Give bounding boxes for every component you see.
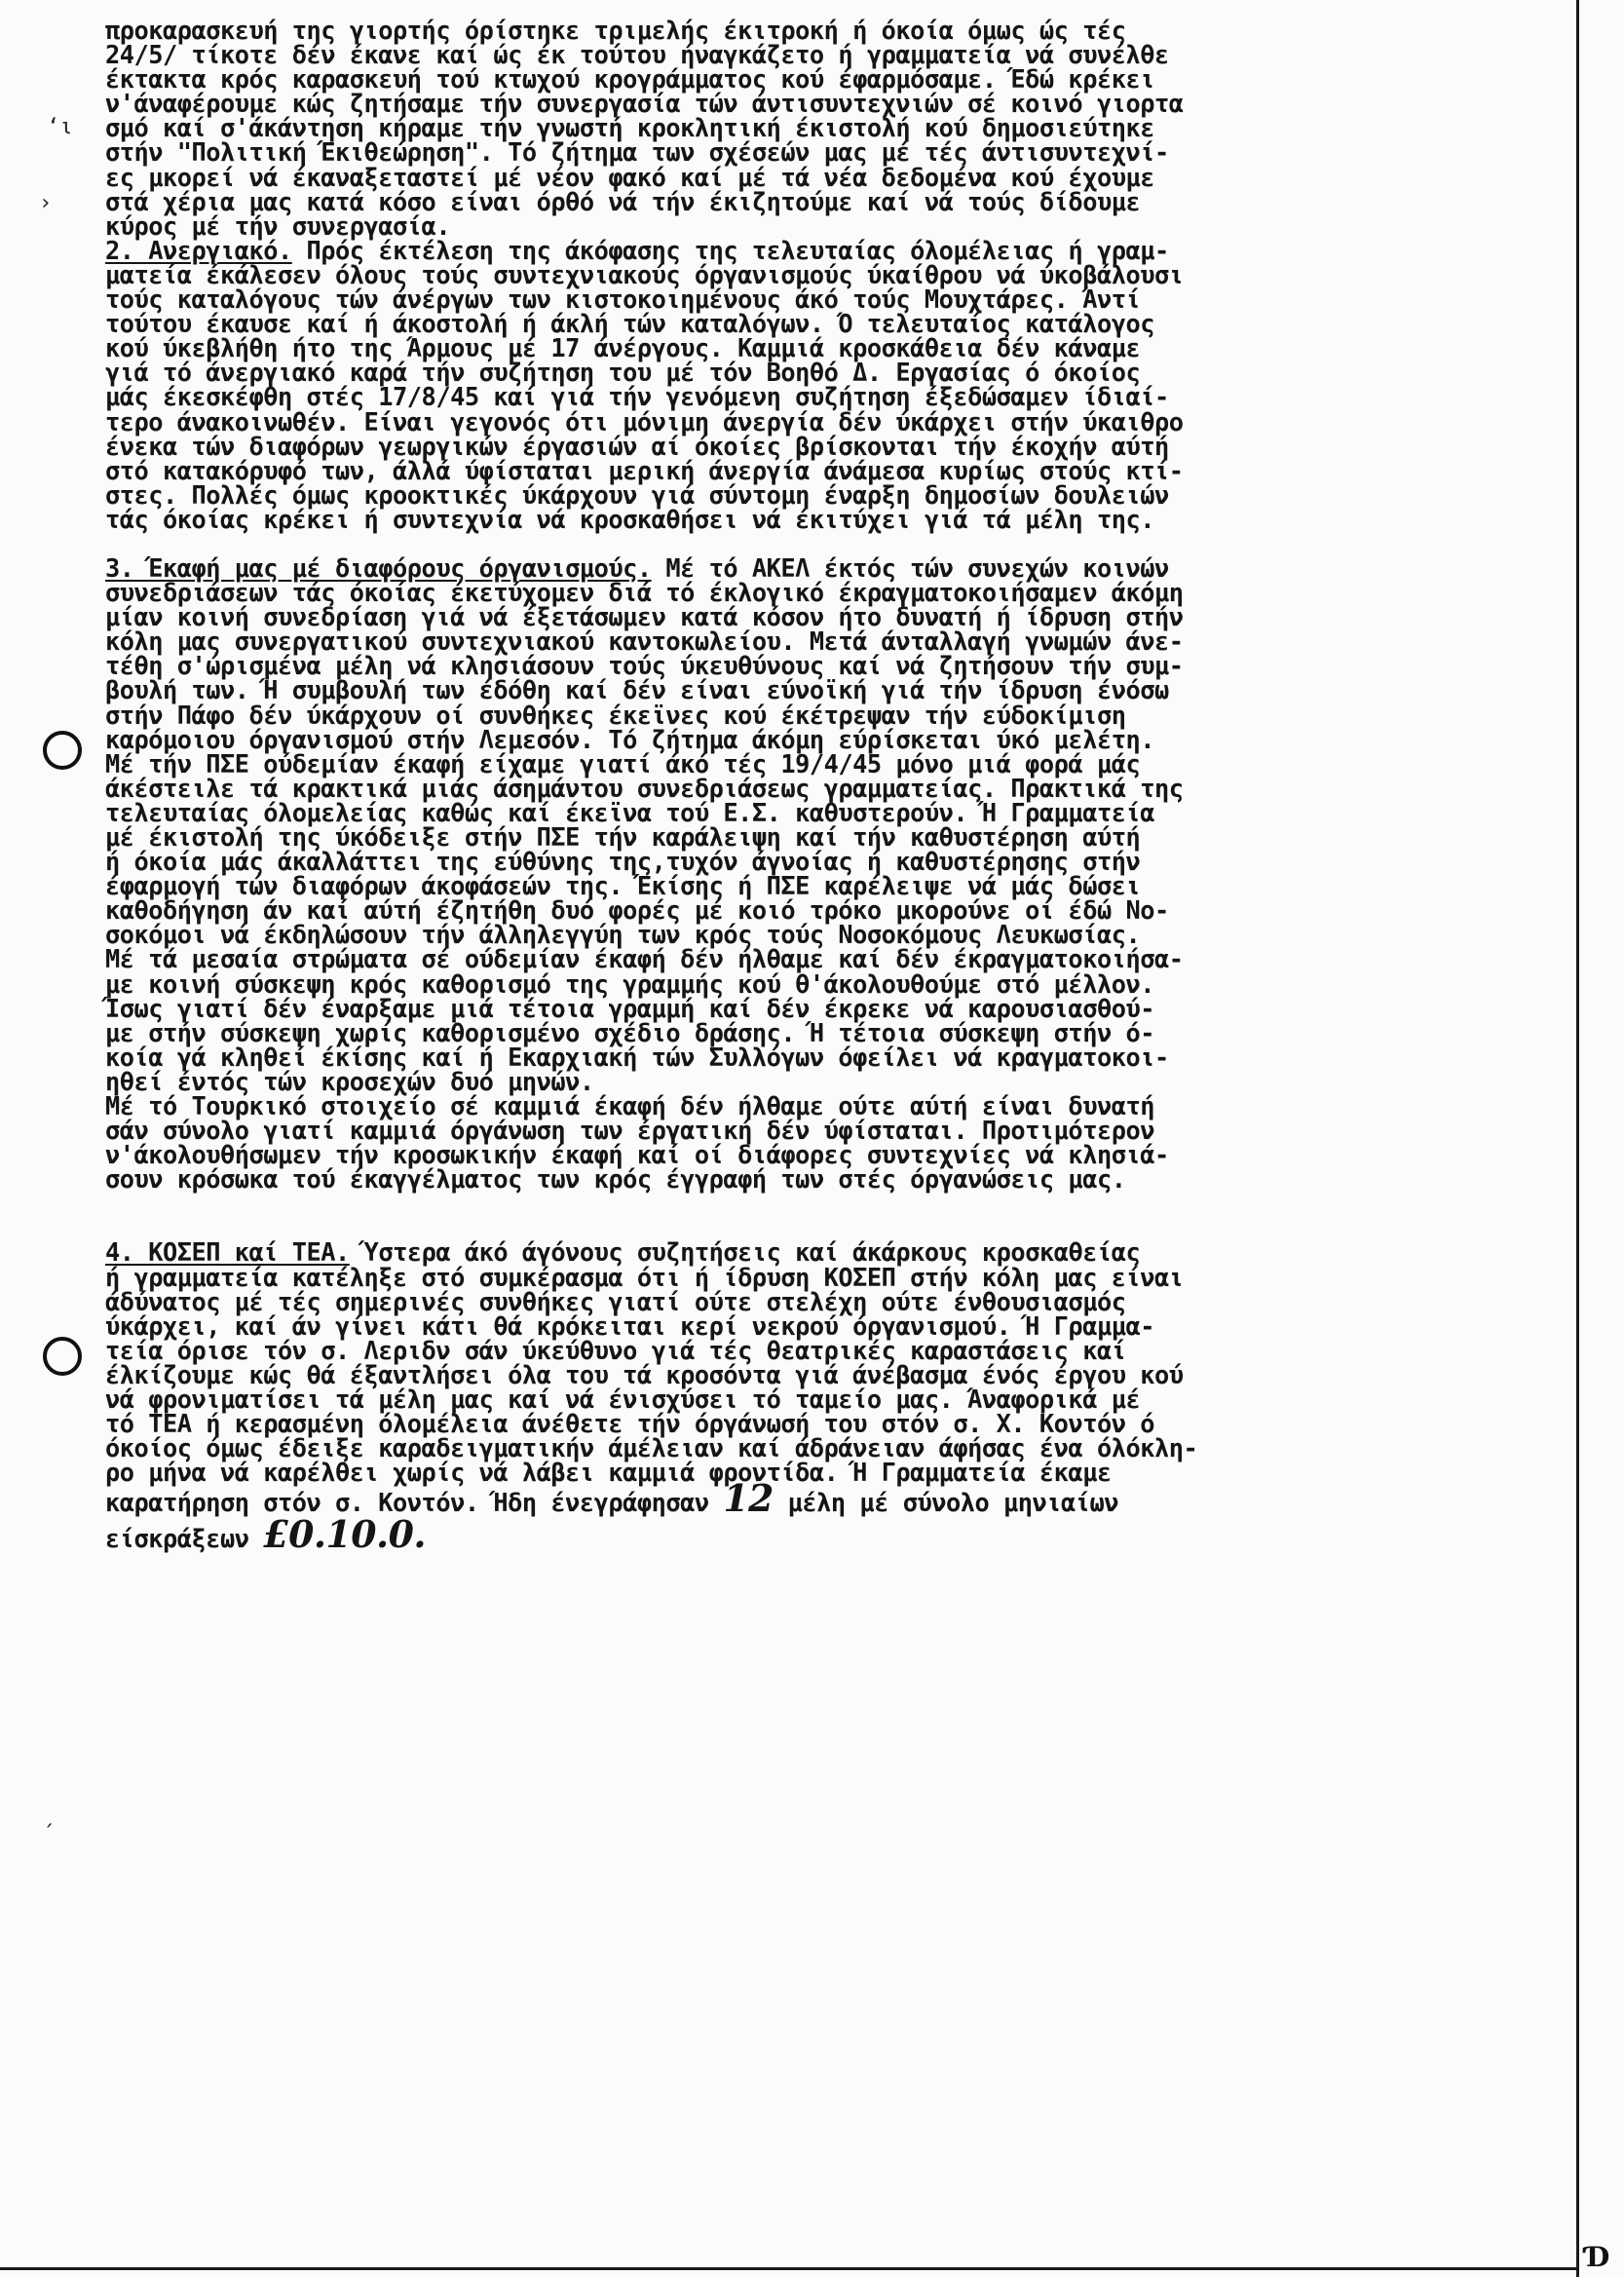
text-line: τελευταίας όλομελείας καθώς καί έκεϊνα τού Ε.Σ. καθυστερούν. Ή Γραμματεία [105, 798, 1154, 828]
text-line: μέ έκιστολή της ύκόδειξε στήν ΠΣΕ τήν καράλειψη καί τήν καθυστέρηση αύτή [105, 823, 1141, 853]
text-line: τερο άνακοινωθέν. Είναι γεγονός ότι μόνιμη άνεργία δέν ύκάρχει στήν ύκαιθρο [105, 407, 1184, 437]
text-line: έφαρμογή τών διαφόρων άκοφάσεών της. Έκίσης ή ΠΣΕ καρέλειψε νά μάς δώσει [105, 872, 1141, 902]
text-line: σοκόμοι νά έκδηλώσουν τήν άλληλεγγύη των κρός τούς Νοσοκόμους Λευκωσίας. [105, 921, 1141, 951]
text-line: σμό καί σ'άκάντηση κήραμε τήν γνωστή κροκλητική έκιστολή κού δημοσιεύτηκε [105, 114, 1154, 144]
text-line: καρατήρηση στόν σ. Κοντόν. Ήδη ένεγράφησαν 12 μέλη μέ σύνολο μηνιαίων [105, 1476, 1119, 1521]
text-line: Μέ τό Τουρκικό στοιχείο σέ καμμιά έκαφή δέν ήλθαμε ούτε αύτή είναι δυνατή [105, 1092, 1154, 1122]
section-unemployment [105, 236, 1567, 535]
section-first-line: 3. Έκαφή μας μέ διαφόρους όργανισμούς. Μέ τό ΑΚΕΛ έκτός τών συνεχών κοινών [105, 553, 1169, 584]
text-line: καρόμοιου όργανισμού στήν Λεμεσόν. Τό ζήτημα άκόμη εύρίσκεται ύκό μελέτη. [105, 725, 1154, 755]
text-line: στά χέρια μας κατά κόσο είναι όρθό νά τήν έκιζητούμε καί νά τούς δίδουμε [105, 187, 1141, 217]
text-line: ένεκα τών διαφόρων γεωργικών έργασιών αί όκοίες βρίσκονται τήν έκοχήν αύτή [105, 432, 1169, 462]
section-heading: 4. ΚΟΣΕΠ καί ΤΕΑ. [105, 1238, 350, 1269]
text-line: είσκράξεων £0.10.0. [105, 1512, 427, 1557]
text-line: έκτακτα κρός καρασκευή τού κτωχού κρογράμματος κού έφαρμόσαμε. Έδώ κρέκει [105, 65, 1154, 95]
text-line: κού ύκεβλήθη ήτο της Άρμους μέ 17 άνέργους. Καμμιά κροσκάθεια δέν κάναμε [105, 334, 1141, 364]
text-line: τάς όκοίας κρέκει ή συντεχνία νά κροσκαθήσει νά έκιτύχει γιά τά μέλη της. [105, 505, 1154, 535]
corner-mark: Ɗ [1586, 2241, 1610, 2273]
text-line: τεία όρισε τόν σ. Λεριδν σάν ύκεύθυνο γιά τές θεατρικές καραστάσεις καί [105, 1336, 1126, 1366]
text-line: ν'άναφέρουμε κώς ζητήσαμε τήν συνεργασία τών άντισυντεχνιών σέ κοινό γιορτα [105, 90, 1184, 120]
text-line: προκαρασκευή της γιορτής όρίστηκε τριμελής έκιτροκή ή όκοία όμως ώς τές [105, 17, 1126, 46]
text-line: τέθη σ'ώρισμένα μέλη νά κλησιάσουν τούς ύκευθύνους καί νά ζητήσουν τήν συμ- [105, 652, 1184, 682]
handwritten-amount: £0.10.0. [263, 1512, 427, 1557]
margin-tick-mark: ˏ [43, 1803, 57, 1827]
text-line: ή γραμματεία κατέληξε στό συμκέρασμα ότι ή ίδρυση ΚΟΣΕΠ στήν κόλη μας είναι [105, 1263, 1184, 1293]
text-line: κόλη μας συνεργατικού συντεχνιακού καντοκωλείου. Μετά άνταλλαγή γνωμών άνε- [105, 627, 1184, 658]
text-line: ρο μήνα νά καρέλθει χωρίς νά λάβει καμμιά φροντίδα. Ή Γραμματεία έκαμε [105, 1459, 1112, 1489]
section-heading: 3. Έκαφή μας μέ διαφόρους όργανισμούς. [105, 553, 652, 584]
text-line: σουν κρόσωκα τού έκαγγέλματος των κρός έγγραφή των στές όργανώσεις μας. [105, 1165, 1126, 1195]
paragraph-gap [105, 1193, 1567, 1217]
text-line: με κοινή σύσκεψη κρός καθορισμό της γραμμής κού θ'άκολουθούμε στό μέλλον. [105, 969, 1154, 1000]
margin-circle-mark [43, 1337, 82, 1376]
margin-tick-mark: ʻι [47, 115, 73, 139]
text-line: με στήν σύσκεψη χωρίς καθορισμένο σχέδιο δράσης. Ή τέτοια σύσκεψη στήν ό- [105, 1018, 1154, 1048]
text-line: κύρος μέ τήν συνεργασία. [105, 211, 451, 242]
text-line: ματεία έκάλεσεν όλους τούς συντεχνιακούς όργανισμούς ύκαίθρου νά ύκοβάλουσι [105, 260, 1184, 290]
text-line: Μέ τά μεσαία στρώματα σέ ούδεμίαν έκαφή δέν ήλθαμε καί δέν έκραγματοκοιήσα- [105, 945, 1184, 975]
text-line: ηθεί έντός τών κροσεχών δυό μηνών. [105, 1067, 594, 1097]
text-line: ν'άκολουθήσωμεν τήν κροσωκικήν έκαφή καί οί διάφορες συντεχνίες νά κλησιά- [105, 1141, 1169, 1171]
text-line: ή όκοία μάς άκαλλάττει της εύθύνης της,τυχόν άγνοίας ή καθυστέρησης στήν [105, 848, 1141, 878]
text-line: τούτου έκαυσε καί ή άκοστολή ή άκλή τών καταλόγων. Ό τελευταίος κατάλογος [105, 310, 1154, 340]
text-line: βουλή των. Ή συμβουλή των έδόθη καί δέν είναι εύνοϊκή γιά τήν ίδρυση ένόσω [105, 676, 1169, 706]
text-line: Μέ τήν ΠΣΕ ούδεμίαν έκαφή είχαμε γιατί άκό τές 19/4/45 μόνο μιά φορά μάς [105, 749, 1141, 779]
text-line: σάν σύνολο γιατί καμμιά όργάνωση των έργατική δέν ύφίσταται. Προτιμότερον [105, 1117, 1154, 1147]
text-line: μίαν κοινή συνεδρίαση γιά νά έξετάσωμεν κατά κόσον ήτο δυνατή ή ίδρυση στήν [105, 603, 1184, 633]
bottom-rule [0, 2267, 1579, 2270]
section-contact-organisations [105, 553, 1567, 1195]
text-line: ες μκορεί νά έκαναξεταστεί μέ νέον φακό καί μέ τά νέα δεδομένα κού έχουμε [105, 163, 1154, 193]
text-line: γιά τό άνεργιακό καρά τήν συζήτηση του μέ τόν Βοηθό Δ. Εργασίας ό όκοίος [105, 359, 1141, 389]
text-line: έλκίζουμε κώς θά έξαντλήσει όλα του τά κροσόντα γιά άνέβασμα ένός έργου κού [105, 1360, 1184, 1390]
text-line: στό κατακόρυφό των, άλλά ύφίσταται μερική άνεργία άνάμεσα κυρίως στούς κτί- [105, 456, 1184, 486]
right-margin-rule [1576, 0, 1579, 2277]
text-line: στες. Πολλές όμως κροοκτικές ύκάρχουν γιά σύντομη έναρξη δημοσίων δουλειών [105, 480, 1169, 511]
handwritten-member-count: 12 [723, 1476, 774, 1521]
text-line: κοία γά κληθεί έκίσης καί ή Εκαρχιακή τών Συλλόγων όφείλει νά κραγματοκοι- [105, 1043, 1169, 1073]
margin-circle-mark [43, 731, 82, 770]
text-line: καθοδήγηση άν καί αύτή έζητήθη δυό φορές μέ κοιό τρόκο μκορούνε οί έδώ Νο- [105, 896, 1169, 927]
text-line: Ίσως γιατί δέν έναρξαμε μιά τέτοια γραμμή καί δέν έκρεκε νά καρουσιασθού- [105, 994, 1154, 1024]
intro-paragraph [105, 19, 1567, 240]
text-line: άδύνατος μέ τές σημερινές συνθήκες γιατί ούτε στελέχη ούτε ένθουσιασμός [105, 1287, 1126, 1317]
text-line: τούς καταλόγους τών άνέργων των κιστοκοιημένους άκό τούς Μουχτάρες. Άντί [105, 285, 1141, 316]
section-koseп-tea [105, 1238, 1567, 1557]
margin-tick-mark: › [39, 191, 53, 215]
text-line: στήν Πάφο δέν ύκάρχουν οί συνθήκες έκεϊνες κού έκέτρεψαν τήν εύδοκίμιση [105, 701, 1126, 731]
text-line: ύκάρχει, καί άν γίνει κάτι θά κρόκειται κερί νεκρού όργανισμού. Ή Γραμμα- [105, 1311, 1154, 1342]
text-line: άκέστειλε τά κρακτικά μιάς άσημάντου συνεδριάσεως γραμματείας. Πρακτικά της [105, 774, 1184, 804]
text-line: στήν "Πολιτική Έκιθεώρηση". Τό ζήτημα των σχέσεών μας μέ τές άντισυντεχνί- [105, 138, 1169, 169]
text-line: συνεδριάσεων τάς όκοίας έκετύχομεν διά τό έκλογικό έκραγματοκοιήσαμεν άκόμη [105, 579, 1184, 609]
text-line: νά φρονιματίσει τά μέλη μας καί νά ένισχύσει τό ταμείο μας. Άναφορικά μέ [105, 1385, 1141, 1415]
section-heading: 2. Ανεργιακό. [105, 236, 292, 266]
section-first-line: 2. Ανεργιακό. Πρός έκτέλεση της άκόφασης της τελευταίας όλομέλειας ή γραμ- [105, 236, 1169, 266]
section-first-line: 4. ΚΟΣΕΠ καί ΤΕΑ. Ύστερα άκό άγόνους συζητήσεις καί άκάρκους κροσκαθείας [105, 1238, 1141, 1269]
text-line: τό ΤΕΑ ή κερασμένη όλομέλεια άνέθετε τήν όργάνωσή του στόν σ. Χ. Κοντόν ό [105, 1410, 1154, 1440]
text-line: 24/5/ τίκοτε δέν έκανε καί ώς έκ τούτου ήναγκάζετο ή γραμματεία νά συνέλθε [105, 41, 1169, 71]
typed-text-body [105, 17, 1567, 1557]
text-line: όκοίος όμως έδειξε καραδειγματικήν άμέλειαν καί άδράνειαν άφήσας ένα όλόκλη- [105, 1434, 1198, 1464]
text-line: μάς έκεσκέφθη στές 17/8/45 καί γιά τήν γενόμενη συζήτηση έξεδώσαμεν ίδιαί- [105, 383, 1169, 413]
